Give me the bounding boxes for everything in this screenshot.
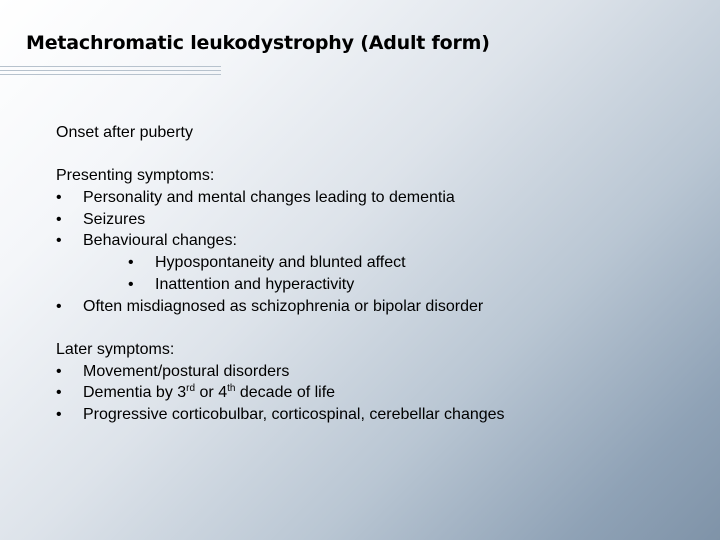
list-item bbox=[56, 361, 505, 383]
bullet: • bbox=[128, 275, 134, 293]
list-item-text: Seizures bbox=[83, 210, 146, 228]
sub-list-item-text: Hypospontaneity and blunted affect bbox=[155, 254, 406, 272]
list-item-text: Often misdiagnosed as schizophrenia or bipolar disorder bbox=[83, 297, 484, 315]
bullet: • bbox=[56, 384, 62, 402]
list-item bbox=[56, 209, 505, 231]
sub-list-item-text: Inattention and hyperactivity bbox=[155, 275, 355, 293]
onset-text: Onset after puberty bbox=[56, 124, 193, 141]
sub-list-item bbox=[56, 252, 505, 274]
bullet: • bbox=[56, 297, 62, 315]
list-item bbox=[56, 382, 505, 404]
list-item-text: Personality and mental changes leading to dementia bbox=[83, 189, 455, 207]
list-item-text: Movement/postural disorders bbox=[83, 362, 290, 380]
list-item bbox=[56, 187, 505, 209]
bullet: • bbox=[56, 189, 62, 207]
title-rule bbox=[0, 74, 221, 75]
bullet: • bbox=[128, 254, 134, 272]
presenting-heading: Presenting symptoms: bbox=[56, 167, 215, 185]
bullet: • bbox=[56, 232, 62, 250]
bullet: • bbox=[56, 405, 62, 423]
list-item-text: Dementia by 3rd or 4th decade of life bbox=[83, 383, 336, 402]
slide-title: Metachromatic leukodystrophy (Adult form) bbox=[26, 32, 490, 54]
later-heading: Later symptoms: bbox=[56, 340, 175, 358]
list-item bbox=[56, 230, 505, 252]
list-item bbox=[56, 404, 505, 426]
bullet: • bbox=[56, 362, 62, 380]
title-rule bbox=[0, 70, 221, 71]
list-item-text: Progressive corticobulbar, corticospinal, cerebellar changes bbox=[83, 405, 505, 423]
title-rule bbox=[0, 66, 221, 67]
bullet: • bbox=[56, 210, 62, 228]
slide-body bbox=[56, 122, 505, 426]
list-item-text: Behavioural changes: bbox=[83, 232, 237, 250]
sub-list-item bbox=[56, 274, 505, 296]
list-item bbox=[56, 296, 505, 318]
